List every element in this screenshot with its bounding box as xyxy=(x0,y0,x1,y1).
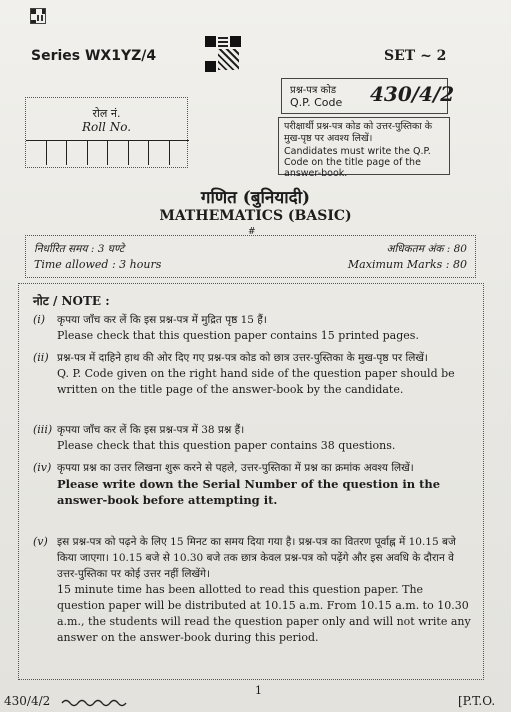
note-item xyxy=(33,422,473,454)
note-text-english: Please check that this question paper contains 15 printed pages. xyxy=(57,329,419,342)
max-marks-hindi: अधिकतम अंक : 80 xyxy=(386,243,467,255)
roll-cell[interactable] xyxy=(149,141,170,165)
note-text-english: Please check that this question paper contains 38 questions. xyxy=(57,439,396,452)
note-text-hindi: कृपया जाँच कर लें कि इस प्रश्न-पत्र में 38 प्रश्न हैं। xyxy=(57,424,245,436)
page-number: 1 xyxy=(255,684,262,697)
note-number: (iv) xyxy=(33,461,52,474)
time-marks-box xyxy=(25,235,476,278)
roll-cell[interactable] xyxy=(47,141,68,165)
note-text-hindi: इस प्रश्न-पत्र को पढ़ने के लिए 15 मिनट का समय दिया गया है। प्रश्न-पत्र का वितरण पूर्वाह्न में 10.15 बजे किया जाएगा। 10.15 बजे से 10.30 बजे तक छात्र केवल प्रश्न-पत्र को पढ़ेंगे और इस अवधि के दौरान वे उत्तर-पुस्तिका पर कोई उत्तर नहीं लिखेंगे। xyxy=(57,536,456,580)
time-allowed-hindi: निर्धारित समय : 3 घण्टे xyxy=(34,243,125,255)
instruction-english: Candidates must write the Q.P. Code on the title page of the answer-book. xyxy=(284,146,431,179)
note-text-hindi: कृपया जाँच कर लें कि इस प्रश्न-पत्र में मुद्रित पृष्ठ 15 हैं। xyxy=(57,314,267,326)
note-number: (i) xyxy=(33,313,46,326)
footer-qp-code: 430/4/2 xyxy=(4,694,51,708)
note-number: (ii) xyxy=(33,351,49,364)
roll-number-cells[interactable] xyxy=(26,140,189,165)
roll-cell[interactable] xyxy=(26,141,47,165)
time-allowed-english: Time allowed : 3 hours xyxy=(34,258,162,271)
hash-mark: # xyxy=(248,227,256,237)
note-item xyxy=(33,460,473,508)
notes-box xyxy=(18,283,484,680)
qp-code-value: 430/4/2 xyxy=(370,82,455,106)
note-text-english: 15 minute time has been allotted to read this question paper. The question paper will be distributed at 10.15 a.m. From 10.15 a.m. to 10.30 a.m., the students will read the question paper only and will not write any answer on the answer-book during this period. xyxy=(57,583,471,644)
set-label: SET ~ 2 xyxy=(384,48,447,64)
note-item xyxy=(33,350,473,398)
max-marks-english: Maximum Marks : 80 xyxy=(347,258,467,271)
roll-cell[interactable] xyxy=(129,141,150,165)
qp-label-english: Q.P. Code xyxy=(290,96,343,109)
subject-title-english: MATHEMATICS (BASIC) xyxy=(159,208,352,224)
instruction-hindi: परीक्षार्थी प्रश्न-पत्र कोड को उत्तर-पुस्तिका के मुख-पृष्ठ पर अवश्य लिखें। xyxy=(284,121,433,144)
subject-title-hindi: गणित (बुनियादी) xyxy=(200,188,311,208)
roll-cell[interactable] xyxy=(67,141,88,165)
squiggle-decoration xyxy=(60,697,130,707)
notes-heading: नोट / NOTE : xyxy=(33,294,110,308)
note-item xyxy=(33,312,473,344)
please-turn-over: [P.T.O. xyxy=(458,694,496,708)
note-text-english: Q. P. Code given on the right hand side of the question paper should be written on the title page of the answer-book by the candidate. xyxy=(57,367,455,396)
qp-code-box xyxy=(281,78,455,114)
note-number: (iii) xyxy=(33,423,53,436)
roll-label-english: Roll No. xyxy=(81,120,132,134)
small-qr-icon xyxy=(30,8,46,24)
note-text-hindi: कृपया प्रश्न का उत्तर लिखना शुरू करने से पहले, उत्तर-पुस्तिका में प्रश्न का क्रमांक अवश्य लिखें। xyxy=(57,462,414,474)
roll-number-box xyxy=(25,97,188,168)
roll-label-hindi: रोल नं. xyxy=(92,107,121,120)
note-number: (v) xyxy=(33,535,48,548)
series-label: Series WX1YZ/4 xyxy=(31,48,157,64)
roll-cell[interactable] xyxy=(88,141,109,165)
qr-code-icon xyxy=(205,36,241,72)
qp-code-instruction-box xyxy=(278,117,450,179)
note-item xyxy=(33,534,473,646)
note-text-hindi: प्रश्न-पत्र में दाहिने हाथ की ओर दिए गए प्रश्न-पत्र कोड को छात्र उत्तर-पुस्तिका के मुख-पृष्ठ पर लिखें। xyxy=(57,352,428,364)
roll-cell[interactable] xyxy=(108,141,129,165)
roll-cell[interactable] xyxy=(170,141,190,165)
qp-label-hindi: प्रश्न-पत्र कोड xyxy=(290,85,337,96)
note-text-english: Please write down the Serial Number of the question in the answer-book before attempting it. xyxy=(57,477,441,507)
